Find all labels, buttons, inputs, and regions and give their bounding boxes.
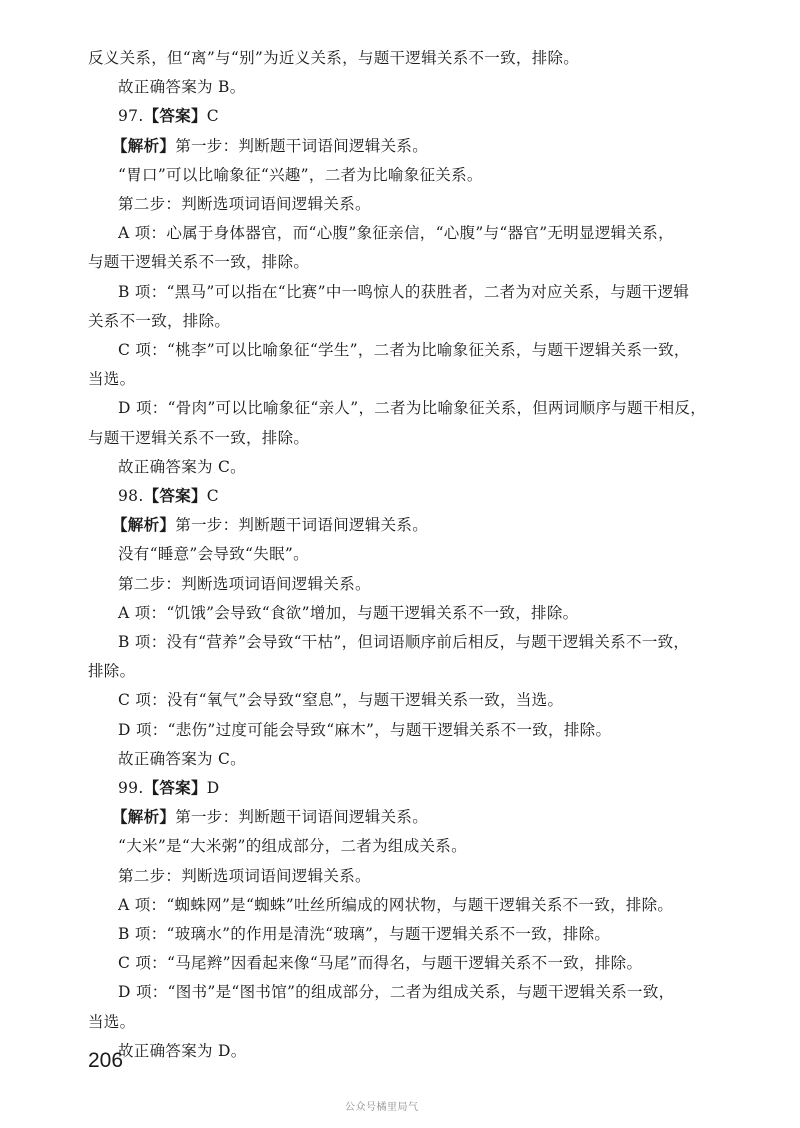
analysis-tag: 【解析】 (112, 808, 176, 826)
answer-tag: 【答案】 (143, 487, 207, 505)
question-97-answer (118, 104, 730, 128)
question-number: 98. (118, 487, 144, 505)
page-number: 206 (88, 1049, 124, 1072)
text-line: 反义关系，但“离”与“别”为近义关系，与题干逻辑关系不一致，排除。 (88, 49, 580, 67)
analysis-tag: 【解析】 (112, 516, 176, 534)
answer-tag: 【答案】 (143, 107, 207, 125)
option-a: A 项：“蜘蛛网”是“蜘蛛”吐丝所编成的网状物，与题干逻辑关系不一致，排除。 (118, 896, 674, 914)
analysis-tag: 【解析】 (112, 137, 176, 155)
text-line: 排除。 (88, 662, 136, 680)
option-c: C 项：“马尾辫”因看起来像“马尾”而得名，与题干逻辑关系不一致，排除。 (118, 954, 643, 972)
answer-conclusion: 故正确答案为 C。 (118, 458, 246, 476)
text-line: 第二步：判断选项词语间逻辑关系。 (118, 195, 371, 213)
answer-letter: C (206, 107, 219, 125)
option-a: A 项：心属于身体器官，而“心腹”象征亲信，“心腹”与“器官”无明显逻辑关系， (118, 224, 674, 242)
option-b: B 项：“黑马”可以指在“比赛”中一鸣惊人的获胜者，二者为对应关系，与题干逻辑 (118, 283, 690, 301)
text-line: 第二步：判断选项词语间逻辑关系。 (118, 575, 371, 593)
analysis-heading (112, 134, 752, 158)
answer-tag: 【答案】 (143, 779, 207, 797)
analysis-step: 第一步：判断题干词语间逻辑关系。 (175, 137, 429, 155)
text-line: “胃口”可以比喻象征“兴趣”，二者为比喻象征关系。 (118, 166, 483, 184)
answer-letter: C (206, 487, 219, 505)
analysis-step: 第一步：判断题干词语间逻辑关系。 (175, 516, 429, 534)
option-d: D 项：“悲伤”过度可能会导致“麻木”，与题干逻辑关系不一致，排除。 (118, 721, 612, 739)
text-line: 关系不一致，排除。 (88, 312, 231, 330)
option-c: C 项：“桃李”可以比喻象征“学生”，二者为比喻象征关系，与题干逻辑关系一致， (118, 341, 690, 359)
text-line: 与题干逻辑关系不一致，排除。 (88, 429, 310, 447)
text-line: 第二步：判断选项词语间逻辑关系。 (118, 867, 371, 885)
question-99-answer (118, 776, 730, 800)
option-d: D 项：“骨肉”可以比喻象征“亲人”，二者为比喻象征关系，但两词顺序与题干相反， (118, 399, 707, 417)
option-c: C 项：没有“氧气”会导致“窒息”，与题干逻辑关系一致，当选。 (118, 691, 564, 709)
analysis-heading (112, 805, 752, 829)
answer-conclusion: 故正确答案为 C。 (118, 750, 246, 768)
question-98-answer (118, 484, 730, 508)
text-line: 没有“睡意”会导致“失眠”。 (118, 545, 309, 563)
text-line: 当选。 (88, 370, 136, 388)
watermark: 公众号橘里局气 (345, 1102, 419, 1113)
text-line: “大米”是“大米粥”的组成部分，二者为组成关系。 (118, 837, 467, 855)
question-number: 99. (118, 779, 144, 797)
analysis-step: 第一步：判断题干词语间逻辑关系。 (175, 808, 429, 826)
option-a: A 项：“饥饿”会导致“食欲”增加，与题干逻辑关系不一致，排除。 (118, 604, 579, 622)
text-line: 当选。 (88, 1013, 136, 1031)
question-number: 97. (118, 107, 144, 125)
option-b: B 项：没有“营养”会导致“干枯”，但词语顺序前后相反，与题干逻辑关系不一致， (118, 633, 690, 651)
analysis-heading (112, 513, 752, 537)
option-d: D 项：“图书”是“图书馆”的组成部分，二者为组成关系，与题干逻辑关系一致， (118, 983, 675, 1001)
answer-letter: D (206, 779, 220, 797)
option-b: B 项：“玻璃水”的作用是清洗“玻璃”，与题干逻辑关系不一致，排除。 (118, 925, 611, 943)
answer-conclusion: 故正确答案为 D。 (118, 1042, 247, 1060)
answer-conclusion: 故正确答案为 B。 (118, 78, 246, 96)
text-line: 与题干逻辑关系不一致，排除。 (88, 253, 310, 271)
